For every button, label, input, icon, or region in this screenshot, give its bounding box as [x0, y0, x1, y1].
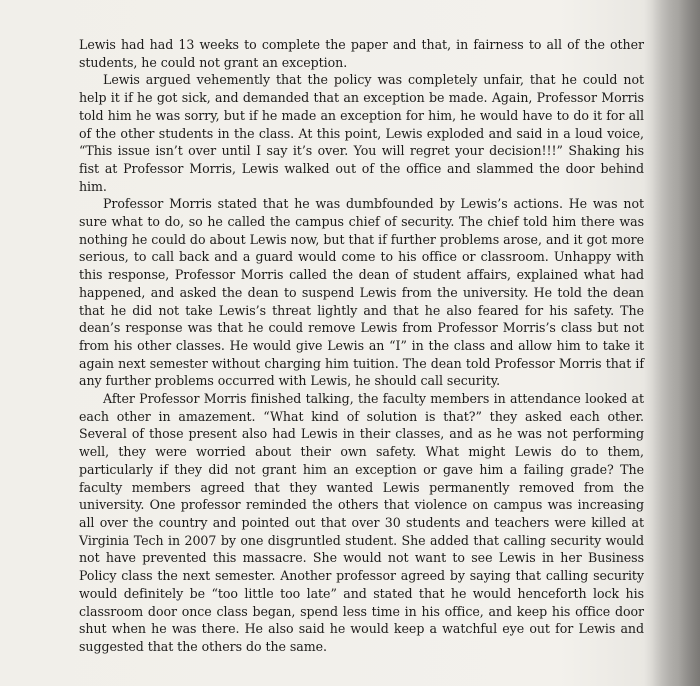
paragraph-2: Lewis argued vehemently that the policy was completely unfair, that he could not help it if he got sick, and demanded that an exception be made. Again, Professor Morris told him he was sorry, but if he made an exception for him, he would have to do it for all of the other students in the class. At this point, Lewis exploded and said in a loud voice, “This issue isn’t over until I say it’s over. You will regret your decision!!!” Shaking his fist at Professor Morris, Lewis walked out of the office and slammed the door behind him. — [79, 72, 644, 194]
page-body-text — [79, 36, 644, 656]
paragraph-4: After Professor Morris finished talking, the faculty members in attendance looked at each other in amazement. “What kind of solution is that?” they asked each other. Several of those present also had Lewis in their classes, and as he was not performing well, they were worried about their own safety. What might Lewis do to them, particularly if they did not grant him an exception or gave him a failing grade? The faculty members agreed that they wanted Lewis permanently removed from the university. One professor reminded the others that violence on campus was increasing all over the country and pointed out that over 30 students and teachers were killed at Virginia Tech in 2007 by one disgruntled student. She added that calling security would not have prevented this massacre. She would not want to see Lewis in her Business Policy class the next semester. Another professor agreed by saying that calling security would definitely be “too little too late” and stated that he would henceforth lock his classroom door once class began, spend less time in his office, and keep his office door shut when he was there. He also said he would keep a watchful eye out for Lewis and suggested that the others do the same. — [79, 391, 644, 654]
paragraph-1: Lewis had had 13 weeks to complete the paper and that, in fairness to all of the other students, he could not grant an exception. — [79, 37, 644, 70]
page-edge-shadow — [652, 0, 700, 686]
paragraph-3: Professor Morris stated that he was dumbfounded by Lewis’s actions. He was not sure what to do, so he called the campus chief of security. The chief told him there was nothing he could do about Lewis now, but that if further problems arose, and it got more serious, to call back and a guard would come to his office or classroom. Unhappy with this response, Professor Morris called the dean of student affairs, explained what had happened, and asked the dean to suspend Lewis from the university. He told the dean that he did not take Lewis’s threat lightly and that he also feared for his safety. The dean’s response was that he could remove Lewis from Professor Morris’s class but not from his other classes. He would give Lewis an “I” in the class and allow him to take it again next semester without charging him tuition. The dean told Professor Morris that if any further problems occurred with Lewis, he should call security. — [79, 196, 644, 389]
